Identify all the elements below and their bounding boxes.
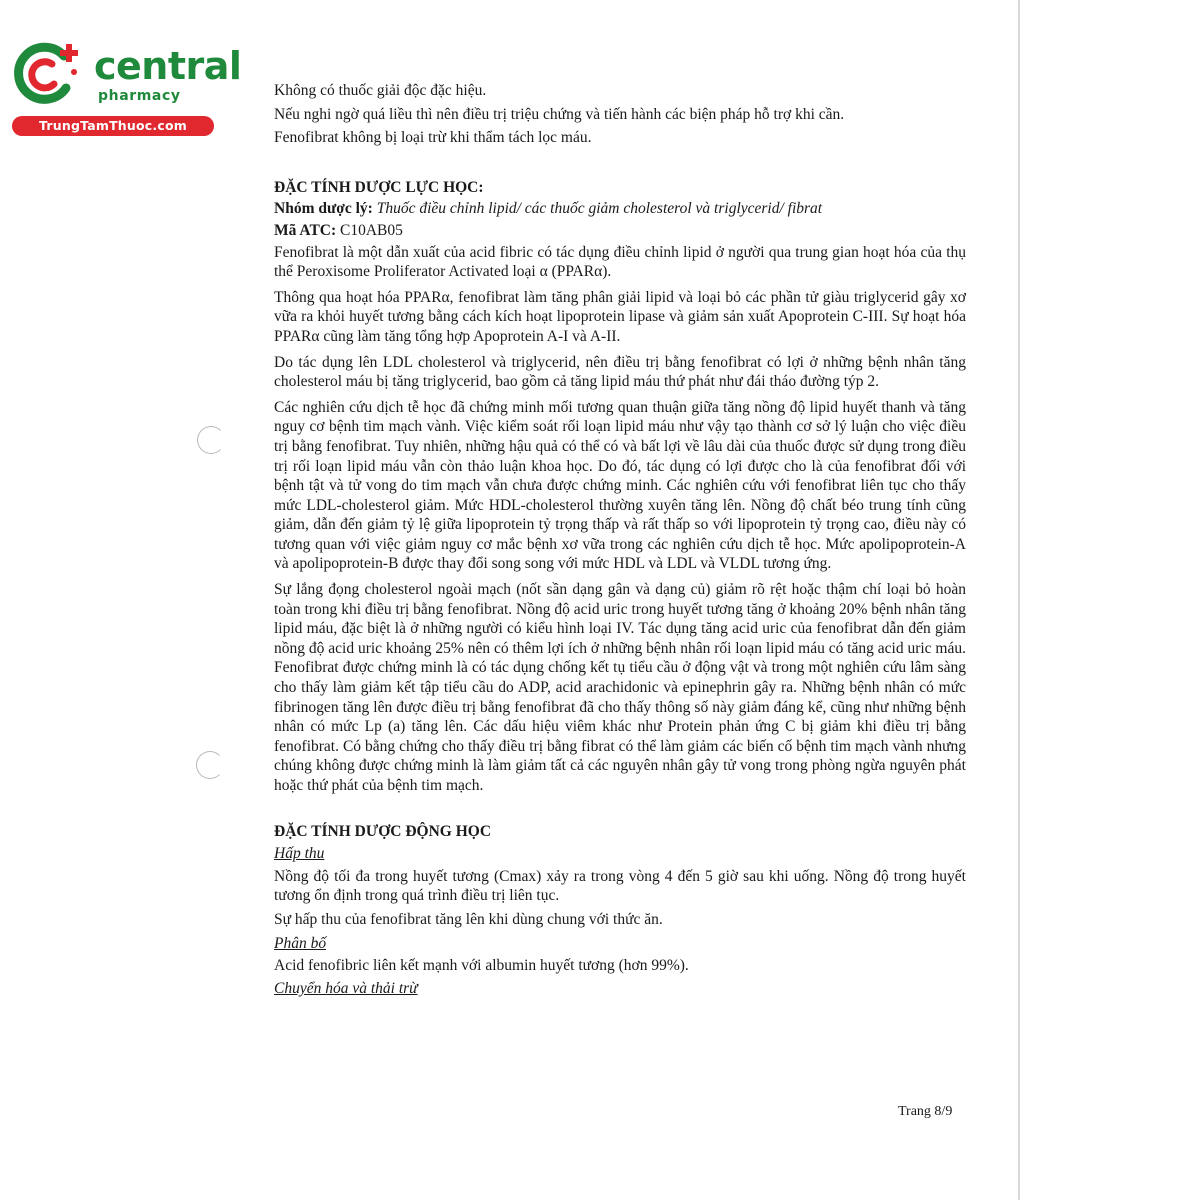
distribution-subheading: Phân bố: [274, 934, 327, 952]
punch-hole: [196, 751, 224, 779]
absorption-subheading: Hấp thu: [274, 845, 325, 863]
logo-mark-icon: [8, 36, 92, 116]
atc-code: [274, 221, 966, 241]
punch-hole: [197, 426, 225, 454]
pharmacologic-group: [274, 199, 966, 219]
pd-paragraph-4: Các nghiên cứu dịch tễ học đã chứng minh mối tương quan thuận giữa tăng nồng độ lipid huyết thanh và tăng nguy cơ bệnh tim mạch vành. Việc kiểm soát rối loạn lipid máu như vậy tạo thành cơ sở lý luận cho việc điều trị bằng fenofibrat. Tuy nhiên, những hậu quả có thể có và bất lợi về lâu dài của thuốc được sử dụng trong điều trị rối loạn lipid máu vẫn còn thảo luận khoa học. Do đó, tác dụng có lợi được cho là của fenofibrat đối với bệnh tật và tử vong do tim mạch vẫn chưa được chứng minh. Các nghiên cứu với fenofibrat liên tục cho thấy mức LDL-cholesterol giảm. Mức HDL-cholesterol thường xuyên tăng lên. Nồng độ chất béo trung tính cũng giảm, dẫn đến giảm tỷ lệ giữa lipoprotein tỷ trọng thấp và rất thấp so với lipoprotein tỷ trọng cao, điều này có tương quan với việc giảm nguy cơ mắc bệnh xơ vữa trong các nghiên cứu dịch tễ học. Mức apolipoprotein-A và apolipoprotein-B được thay đổi song song với mức HDL và LDL và VLDL tương ứng.: [274, 398, 966, 573]
group-value: Thuốc điều chỉnh lipid/ các thuốc giảm cholesterol và triglycerid/ fibrat: [376, 200, 823, 218]
page-number: Trang 8/9: [898, 1104, 953, 1119]
logo-url-badge: TrungTamThuoc.com: [12, 116, 214, 136]
absorption-p1: Nồng độ tối đa trong huyết tương (Cmax) xảy ra trong vòng 4 đến 5 giờ sau khi uống. Nồng độ trong huyết tương ổn định trong quá trình điều trị liên tục.: [274, 867, 966, 905]
pd-paragraph-1: Fenofibrat là một dẫn xuất của acid fibric có tác dụng điều chỉnh lipid ở người qua trung gian hoạt hóa của thụ thể Peroxisome Proliferator Activated loại α (PPARα).: [274, 243, 966, 281]
distribution-p1: Acid fenofibric liên kết mạnh với albumin huyết tương (hơn 99%).: [274, 957, 689, 975]
overdose-p1: Không có thuốc giải độc đặc hiệu.: [274, 82, 487, 99]
pharmacodynamics-heading: ĐẶC TÍNH DƯỢC LỰC HỌC:: [274, 178, 484, 196]
group-label: Nhóm dược lý:: [274, 200, 373, 218]
overdose-p2: Nếu nghi ngờ quá liều thì nên điều trị triệu chứng và tiến hành các biện pháp hỗ trợ khi cần.: [274, 105, 845, 123]
pd-paragraph-2: Thông qua hoạt hóa PPARα, fenofibrat làm tăng phân giải lipid và loại bỏ các phần tử giàu triglycerid gây xơ vữa ra khỏi huyết tương bằng cách kích hoạt lipoprotein lipase và giảm sản xuất Apoprotein C-III. Sự hoạt hóa PPARα cũng làm tăng tổng hợp Apoprotein A-I và A-II.: [274, 288, 966, 345]
atc-label: Mã ATC:: [274, 221, 337, 239]
document-body: [274, 81, 966, 998]
pharmacokinetics-heading: ĐẶC TÍNH DƯỢC ĐỘNG HỌC: [274, 822, 492, 840]
pd-paragraph-5: Sự lắng đọng cholesterol ngoài mạch (nốt sần dạng gân và dạng củ) giảm rõ rệt hoặc thậm chí loại bỏ hoàn toàn trong khi điều trị bằng fenofibrat. Nồng độ acid uric trong huyết tương tăng ở khoảng 20% bệnh nhân tăng lipid máu, đặc biệt là ở những người có kiểu hình loại IV. Tác dụng tăng acid uric của fenofibrat dẫn đến giảm nồng độ acid uric khoảng 25% nên có thêm lợi ích ở những bệnh nhân rối loạn lipid máu có tăng acid uric máu. Fenofibrat được chứng minh là có tác dụng chống kết tụ tiểu cầu ở động vật và trong một nghiên cứu lâm sàng cho thấy làm giảm kết tập tiểu cầu do ADP, acid arachidonic và epinephrin gây ra. Những bệnh nhân có mức fibrinogen tăng lên được điều trị bằng fenofibrat đã cho thấy thông số này giảm đáng kể, cũng như những bệnh nhân có mức Lp (a) tăng lên. Các dấu hiệu viêm khác như Protein phản ứng C bị giảm khi điều trị bằng fenofibrat. Có bằng chứng cho thấy điều trị bằng fibrat có thể làm giảm các biến cố bệnh tim mạch vành nhưng chúng không được chứng minh là làm giảm tất cả các nguyên nhân gây tử vong trong phòng ngừa nguyên phát hoặc thứ phát của bệnh tim mạch.: [274, 581, 966, 794]
logo-brand-text: central: [94, 44, 242, 88]
page-edge: [1018, 0, 1020, 1200]
absorption-p2: Sự hấp thu của fenofibrat tăng lên khi dùng chung với thức ăn.: [274, 910, 663, 928]
atc-value: C10AB05: [340, 221, 403, 239]
pd-paragraph-3: Do tác dụng lên LDL cholesterol và triglycerid, nên điều trị bằng fenofibrat có lợi ở những bệnh nhân tăng cholesterol máu bị tăng triglycerid, bao gồm cả tăng lipid máu thứ phát như đái tháo đường týp 2.: [274, 353, 966, 391]
overdose-p3: Fenofibrat không bị loại trừ khi thẩm tách lọc máu.: [274, 129, 592, 147]
logo-sub-text: pharmacy: [98, 88, 181, 104]
metabolism-subheading: Chuyển hóa và thải trừ: [274, 979, 418, 997]
central-pharmacy-logo: [8, 36, 242, 136]
